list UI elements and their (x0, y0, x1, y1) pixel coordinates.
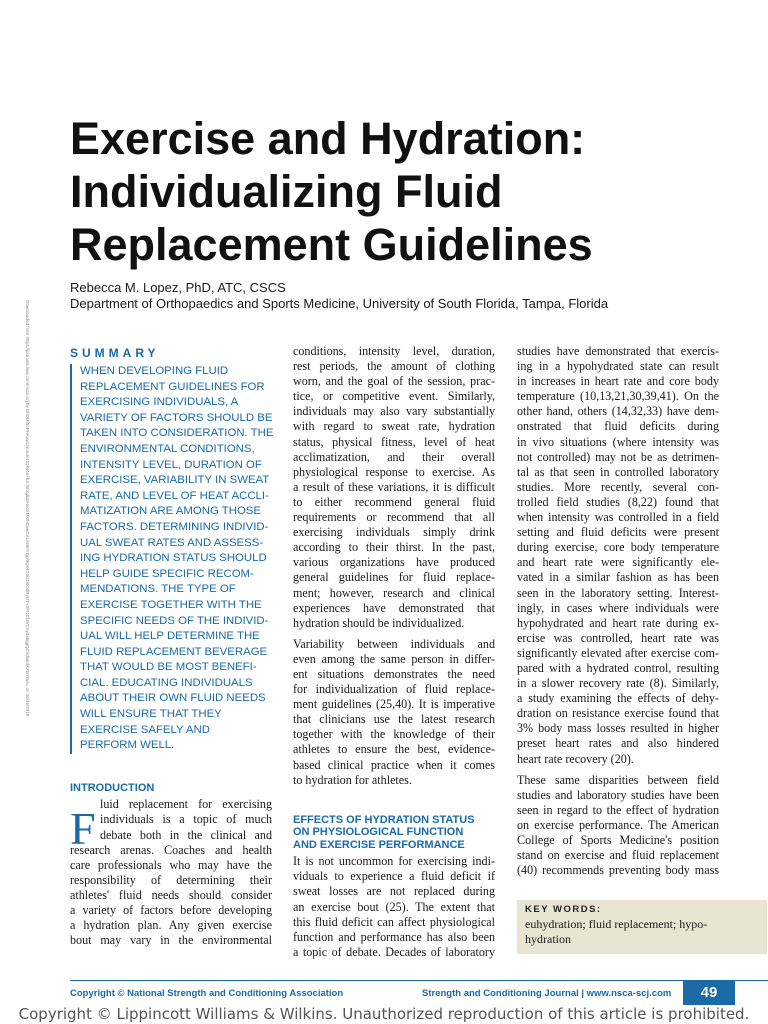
summary-line: WHEN DEVELOPING FLUID (80, 365, 229, 377)
column-1 (70, 344, 272, 948)
body-line: luid replacement for exercising (100, 797, 272, 812)
heading-line: EFFECTS OF HYDRATION STATUS (293, 813, 475, 826)
body-line: debate both in the clinical and (100, 827, 272, 842)
body-line: and heart rate were significantly ele- (517, 555, 719, 570)
body-line: (40) recommends preventing body mass (517, 863, 719, 878)
body-line: vated in a similar fashion as has been (517, 570, 719, 585)
summary-line: SPECIFIC NEEDS OF THE INDIVID- (80, 614, 269, 627)
column-2 (293, 344, 495, 960)
body-line: athletes' fluid needs should consider (70, 887, 272, 902)
body-line: ercise was controlled, heart rate was (517, 630, 719, 645)
body-line: a hydration plan. Any given exercise (70, 918, 272, 933)
body-line: pared with a hydrated control, resulting (517, 660, 719, 675)
body-line: a topic of debate. Decades of laboratory (293, 944, 495, 959)
hydration-effects-heading (293, 814, 495, 852)
summary-line: CIAL. EDUCATING INDIVIDUALS (80, 676, 253, 689)
copyright-notice: Copyright © Lippincott Williams & Wilkins. Unauthorized reproduction of this article is prohibited. (18, 1005, 750, 1023)
summary-heading: SUMMARY (70, 346, 160, 360)
summary-line: RATE, AND LEVEL OF HEAT ACCLI- (80, 489, 269, 502)
title-line: Individualizing Fluid (70, 166, 503, 217)
keywords-box (517, 900, 767, 954)
footer-divider (70, 980, 768, 981)
body-line: that clinicians use the latest research (293, 712, 495, 727)
summary-line: VARIETY OF FACTORS SHOULD BE (80, 411, 273, 424)
footer-journal: Strength and Conditioning Journal | www.nsca-scj.com (422, 988, 672, 999)
body-line: together with the knowledge of their (293, 727, 495, 742)
body-line: ment guidelines (25,40). It is imperative (293, 697, 495, 712)
body-line: athletes to ensure the best, evidence- (293, 742, 495, 757)
body-line: worn, and the goal of the session, prac- (293, 374, 495, 389)
body-line: College of Sports Medicine's position (517, 833, 719, 847)
body-line: care professionals who may have the (70, 857, 272, 872)
title-line: Replacement Guidelines (70, 219, 593, 270)
keywords-line: euhydration; fluid replacement; hypo- (525, 917, 708, 931)
summary-line: THAT WOULD BE MOST BENEFI- (80, 661, 257, 674)
summary-line: UAL WILL HELP DETERMINE THE (80, 630, 260, 643)
body-line: trolled field studies (8,22) found that (517, 494, 719, 509)
body-line: even among the same person in differ- (293, 651, 495, 666)
body-line: tice, or competitive event. Similarly, (293, 389, 495, 404)
body-line: this fluid deficit can affect physiological (293, 914, 495, 929)
body-line: physiological response to exercise. As (293, 464, 495, 479)
summary-line: REPLACEMENT GUIDELINES FOR (80, 380, 265, 393)
author-line: Rebecca M. Lopez, PhD, ATC, CSCS (70, 280, 286, 295)
article-title (70, 112, 760, 271)
body-line: a study examining the effects of dehy- (517, 691, 719, 706)
summary-line: ABOUT THEIR OWN FLUID NEEDS (80, 692, 266, 705)
drop-cap: F (70, 803, 96, 855)
body-line: ingly, in cases where individuals were (517, 600, 719, 615)
summary-line: WILL ENSURE THAT THEY (80, 708, 222, 721)
download-note: Downloaded from https://journals.lww.com/nsca-scj by BhDMf5ePHKav1zEoum1tQfN4a+kJLhEZgbsIHo4XMi0hCywCX1AWnYQp/IlQrHD3i3D0OdRyi7TvSFl4Cf3VC1y0abggQZXdtwnfKZBYtws= on 06/16/2018 (25, 300, 30, 717)
introduction-body (70, 797, 272, 948)
summary-line: UAL SWEAT RATES AND ASSESS- (80, 536, 264, 549)
body-line: hypohydrated and heart rate during ex- (517, 615, 719, 630)
heading-line: ON PHYSIOLOGICAL FUNCTION (293, 826, 464, 839)
body-line: according to their thirst. In the past, (293, 540, 495, 555)
body-line: studies and laboratory studies have been (517, 787, 719, 802)
body-line: conditions, intensity level, duration, (293, 344, 495, 358)
body-line: function and performance has also been (293, 929, 495, 944)
body-line: onstrated that fluid deficits during (517, 419, 719, 434)
body-line: to either recommend general fluid (293, 494, 495, 509)
body-line: acclimatization, and their overall (293, 449, 495, 464)
body-line: requirements or recommend that all (293, 510, 495, 525)
body-line: research arenas. Coaches and health (70, 842, 272, 857)
footer-copyright: Copyright © National Strength and Conditioning Association (70, 988, 344, 999)
summary-line: ING HYDRATION STATUS SHOULD (80, 552, 267, 565)
body-line: temperature (10,13,21,30,39,41). On the (517, 389, 719, 404)
body-line: significantly elevated after exercise com- (517, 645, 719, 660)
body-line: tal as that seen in controlled laboratory (517, 464, 719, 479)
body-line: for individualization of fluid replace- (293, 682, 495, 697)
introduction-heading: INTRODUCTION (70, 781, 155, 794)
body-line: individuals is a topic of much (100, 812, 272, 827)
body-line: in a slower recovery rate (8). Similarly, (517, 676, 719, 691)
body-line: other hand, others (14,32,33) have dem- (517, 404, 719, 419)
body-line: experiences have demonstrated that (293, 600, 495, 615)
body-line: rest periods, the amount of clothing (293, 359, 495, 374)
body-line: ent situations demonstrates the need (293, 666, 495, 681)
summary-line: HELP GUIDE SPECIFIC RECOM- (80, 567, 254, 580)
body-line: studies have demonstrated that exercis- (517, 344, 719, 358)
body-line: exercising individuals simply drink (293, 525, 495, 540)
body-line: It is not uncommon for exercising indi- (293, 854, 495, 869)
summary-line: MENDATIONS. THE TYPE OF (80, 583, 236, 596)
summary-line: EXERCISE SAFELY AND (80, 723, 210, 736)
body-line: preset heart rates and also hindered (517, 736, 719, 751)
body-line: when intensity was controlled in a field (517, 510, 719, 525)
summary-line: PERFORM WELL. (80, 739, 175, 752)
body-line: a variety of factors before developing (70, 903, 272, 917)
body-line: studies. More recently, several con- (517, 479, 719, 494)
heading-line: AND EXERCISE PERFORMANCE (293, 838, 465, 851)
body-line: general guidelines for fluid replace- (293, 570, 495, 585)
body-line: setting and fluid deficits were present (517, 525, 719, 540)
keywords-heading: KEY WORDS: (525, 904, 602, 915)
body-line: heart rate recovery (20). (517, 751, 634, 766)
body-line: responsibility of determining their (70, 872, 272, 887)
affiliation-line: Department of Orthopaedics and Sports Medicine, University of South Florida, Tampa, Florida (70, 296, 609, 311)
body-line: 3% body mass losses resulted in higher (517, 721, 719, 736)
keywords-line: hydration (525, 932, 571, 946)
body-line: an exercise bout (25). The extent that (293, 899, 495, 914)
body-line: in increases in heart rate and core body (517, 374, 719, 389)
body-line: individuals may also vary substantially (293, 404, 495, 419)
body-line: Variability between individuals and (293, 636, 495, 651)
body-line: ment; however, research and clinical (293, 585, 495, 600)
body-line: bout may vary in the environmental (70, 933, 272, 948)
summary-line: ENVIRONMENTAL CONDITIONS, (80, 442, 255, 455)
summary-line: TAKEN INTO CONSIDERATION. THE (80, 427, 274, 440)
body-line: a result of these variations, it is difficult (293, 479, 495, 494)
body-line: seen in the laboratory setting. Interest- (517, 585, 719, 600)
body-line: ing in a hypohydrated state can result (517, 359, 719, 374)
body-line: hydration should be individualized. (293, 615, 465, 630)
column-3 (517, 344, 719, 878)
body-line: in vivo situations (where intensity was (517, 434, 719, 449)
summary-line: EXERCISING INDIVIDUALS, A (80, 396, 239, 409)
summary-line: EXERCISE TOGETHER WITH THE (80, 598, 262, 611)
summary-line: EXERCISE, VARIABILITY IN SWEAT (80, 474, 270, 487)
body-line: status, physical fitness, level of heat (293, 434, 495, 449)
body-line: during exercise, core body temperature (517, 540, 719, 555)
body-line: These same disparities between field (517, 772, 719, 787)
body-line: sweat losses are not replaced during (293, 884, 495, 899)
body-line: with regard to sweat rate, hydration (293, 419, 495, 434)
body-line: various organizations have produced (293, 555, 495, 570)
body-line: stand on exercise and fluid replacement (517, 848, 719, 863)
body-line: based clinical practice when it comes (293, 757, 495, 772)
download-watermark (23, 300, 37, 820)
summary-line: FLUID REPLACEMENT BEVERAGE (80, 645, 268, 658)
body-line: viduals to experience a fluid deficit if (293, 869, 495, 884)
body-line: dration on resistance exercise found that (517, 706, 719, 721)
body-line: to hydration for athletes. (293, 772, 412, 787)
summary-box (70, 364, 272, 754)
body-line: not controlled) may not be as detrimen- (517, 449, 719, 464)
summary-line: MATIZATION ARE AMONG THOSE (80, 505, 262, 518)
title-line: Exercise and Hydration: (70, 113, 586, 164)
page-number: 49 (683, 981, 735, 1005)
summary-line: FACTORS. DETERMINING INDIVID- (80, 520, 269, 533)
body-line: on exercise performance. The American (517, 817, 719, 832)
body-line: seen in regard to the effect of hydration (517, 802, 719, 817)
summary-line: INTENSITY LEVEL, DURATION OF (80, 458, 262, 471)
